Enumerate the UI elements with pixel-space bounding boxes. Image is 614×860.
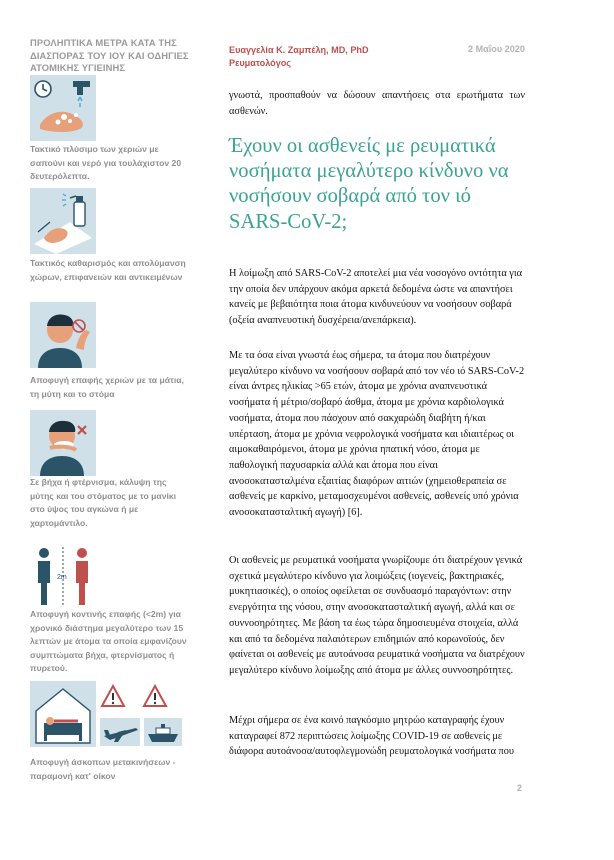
warning-icon [100,684,126,708]
airplane-icon [100,718,140,746]
warning-icon [142,684,168,708]
hand-washing-icon [30,75,96,141]
distance-icon [30,543,96,609]
caption-cleaning: Τακτικός καθαρισμός και απολύμανση χώρων, επιφανειών και αντικειμένων [30,258,186,282]
paragraph-3: Οι ασθενείς με ρευματικά νοσήματα γνωρίζουμε ότι διατρέχουν γενικά σχετικά μεγαλύτερο κίνδυνο για λοιμώξεις (ιογενείς, βακτηριακές, μυκητιασικές), ο οποίος οφείλεται σε συνδυασμό παραγόντων: στην ενεργότητα της νόσου, στην ανοσοκατασταλτική αγωγή, αλλά και σε συννοσηρότητες. Με βάση τα έως τώρα δημοσιευμένα στοιχεία, αλλά και από τα δεδομένα παλαιότερων επιδημιών από κορωνοϊούς, δεν φαίνεται οι ασθενείς με αυτοάνοσα ρευματικά νοσήματα να διατρέχουν μεγαλύτερο κίνδυνο λοίμωξης από άτομα με άλλες συννοσηρότητες. [229,555,525,676]
section-heading: Έχουν οι ασθενείς με ρευματικά νοσήματα μεγαλύτερο κίνδυνο να νοσήσουν σοβαρά από τον ιό SARS-CoV-2; [229,135,509,233]
caption-stay-home: Αποφυγή άσκοπων μετακινήσεων - παραμονή κατ' οίκον [30,757,176,781]
distance-label: 2m [57,574,67,581]
author-name: Ευαγγελία Κ. Ζαμπέλη, MD, PhD [229,45,369,55]
document-date: 2 Μαΐου 2020 [468,44,525,54]
stay-home-icon [30,681,96,747]
author-block [229,44,369,70]
author-specialty: Ρευματολόγος [229,58,292,68]
ship-icon [144,718,182,746]
caption-hand-washing: Τακτικό πλύσιμο των χεριών με σαπούνι και νερό για τουλάχιστον 20 δευτερόλεπτα. [30,144,182,182]
caption-face-touch: Αποφυγή επαφής χεριών με τα μάτια, τη μύτη και το στόμα [30,375,184,399]
page-number: 2 [517,783,523,793]
intro-paragraph: γνωστά, προσπαθούν να δώσουν απαντήσεις στα ερωτήματα των ασθενών. [229,90,525,117]
cough-sneeze-icon [30,410,96,476]
face-touch-icon [30,302,96,368]
paragraph-4: Μέχρι σήμερα σε ένα κοινό παγκόσμιο μητρώο καταγραφής έχουν καταγραφεί 872 περιπτώσεις λοίμωξης COVID-19 σε ασθενείς με διάφορα αυτοάνοσα/αυτοφλεγμονώδη ρευματολογικά νοσήματα που [229,715,514,758]
caption-cough: Σε βήχα ή φτέρνισμα, κάλυψη της μύτης και του στόματος με το μανίκι στο ύψος του αγκώνα ή με χαρτομάντιλο. [30,477,177,528]
sidebar-title: ΠΡΟΛΗΠΤΙΚΑ ΜΕΤΡΑ ΚΑΤΑ ΤΗΣ ΔΙΑΣΠΟΡΑΣ ΤΟΥ ΙΟΥ ΚΑΙ ΟΔΗΓΙΕΣ ΑΤΟΜΙΚΗΣ ΥΓΙΕΙΝΗΣ [30,37,189,74]
paragraph-2: Με τα όσα είναι γνωστά έως σήμερα, τα άτομα που διατρέχουν μεγαλύτερο κίνδυνο να νοσήσουν σοβαρά από τον νέο ιό SARS-CoV-2 είναι άντρες ηλικίας >65 ετών, άτομα με χρόνια αναπνευστικά νοσήματα ή μέτριο/σοβαρό άσθμα, άτομα με χρόνια καρδιολογικά νοσήματα, άτομα που πάσχουν από σακχαρώδη διαβήτη ή/και υπέρταση, άτομα με χρόνια νεφρολογικά νοσήματα και ιδιαιτέρως οι αιμοκαθαιρόμενοι, άτομα με χρόνια ηπατική νόσο, άτομα με παθολογική παχυσαρκία αλλά και άτομα που είναι ανοσοκατασταλμένα εξαιτίας διαφόρων αιτιών (χημειοθεραπεία σε ασθενείς με καρκίνο, μεταμοσχευμένοι ασθενείς, ασθενείς υπό χρόνια ανοσοκατασταλτική αγωγή) [6]. [229,350,525,519]
paragraph-1: Η λοίμωξη από SARS-CoV-2 αποτελεί μια νέα νοσογόνο οντότητα για την οποία δεν υπάρχουν ακόμα αρκετά δεδομένα ώστε να απαντήσει κανείς με βεβαιότητα ποια άτομα κινδυνεύουν να νοσήσουν σοβαρά (οξεία αναπνευστική δυσχέρεια/ανεπάρκεια). [229,268,523,327]
caption-distance: Αποφυγή κοντινής επαφής (<2m) για χρονικό διάστημα μεγαλύτερο των 15 λεπτών με άτομα τα οποία εμφανίζουν συμπτώματα βήχα, φτερνίσματος ή πυρετού. [30,609,187,674]
prevention-sidebar [0,0,196,860]
spray-cleaning-icon [30,188,96,254]
